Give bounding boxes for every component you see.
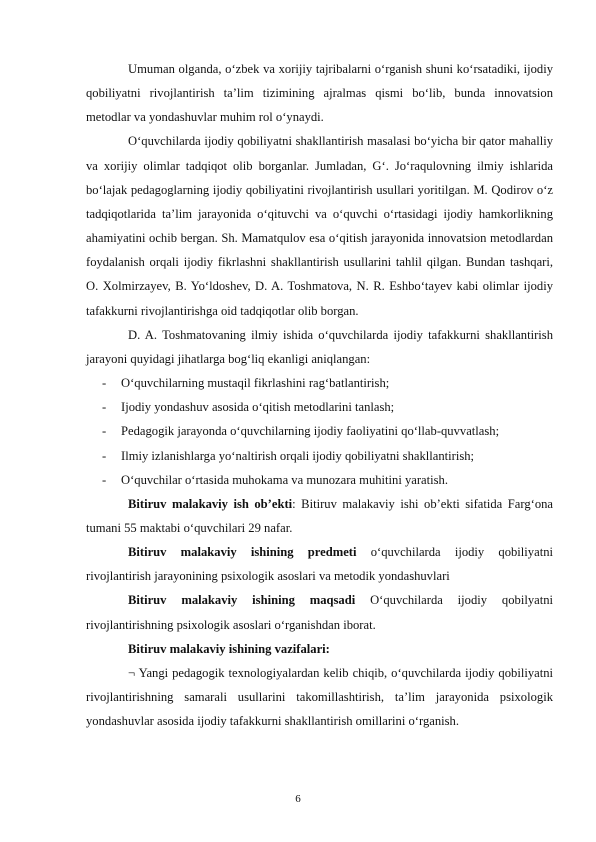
page-number: 6 (295, 793, 301, 805)
bullet-dash: - (102, 448, 107, 463)
paragraph-summary: Umuman olganda, o‘zbek va xorijiy tajribalarni o‘rganish shuni ko‘rsatadiki, ijodiy qobiliyatni rivojlantirish ta’lim tizimining ajralmas qismi bo‘lib, bunda innovatsion metodlar va yondashuvlar muhim rol o‘ynaydi. (86, 62, 553, 125)
paragraph-object (86, 492, 553, 540)
paragraph-researchers: O‘quvchilarda ijodiy qobiliyatni shakllantirish masalasi bo‘yicha bir qator mahalliy va xorijiy olimlar tadqiqot olib borganlar. Jumladan, G‘. Jo‘raqulovning ilmiy ishlarida bo‘lajak pedagoglarning ijodiy qobiliyatini rivojlantirish usullari yoritilgan. M. Qodirov o‘z tadqiqotlarida ta’lim jarayonida o‘qituvchi va o‘quvchi o‘rtasidagi ijodiy hamkorlikning ahamiyatini ochib bergan. Sh. Mamatqulov esa o‘qitish jarayonida innovatsion metodlardan foydalanish orqali ijodiy fikrlashni shakllantirish usullarini tahlil qilgan. Bundan tashqari, O. Xolmirzayev, B. Yo‘ldoshev, D. A. Toshmatova, N. R. Eshbo‘tayev kabi olimlar ijodiy tafakkurni rivojlantirishga oid tadqiqotlar olib borgan. (86, 134, 553, 318)
paragraph-task: ¬ Yangi pedagogik texnologiyalardan kelib chiqib, o‘quvchilarda ijodiy qobiliyatni rivojlantirishning samarali usullarini takomillashtirish, ta’lim jarayonida psixologik yondashuvlar asosida ijodiy tafakkurni shakllantirish omillarini o‘rganish. (86, 665, 553, 729)
list-item-text: Ijodiy yondashuv asosida o‘qitish metodlarini tanlash; (121, 400, 395, 415)
tasks-heading (86, 637, 553, 661)
list-item (86, 371, 553, 395)
list-item-text: O‘quvchilarning mustaqil fikrlashini rag‘batlantirish; (121, 376, 390, 391)
paragraph-toshmatova: D. A. Toshmatovaning ilmiy ishida o‘quvchilarda ijodiy tafakkurni shakllantirish jarayoni quyidagi jihatlarga bog‘liq ekanligi aniqlangan: (86, 327, 553, 366)
subject-text: o‘quvchilarda ijodiy qobiliyatni rivojlantirish jarayonining psixologik asoslari va metodik yondashuvlari (86, 545, 553, 584)
subject-label: Bitiruv malakaviy ishining predmeti (128, 545, 357, 560)
bullet-dash: - (102, 376, 107, 391)
list-item-text: Pedagogik jarayonda o‘quvchilarning ijodiy faoliyatini qo‘llab-quvvatlash; (121, 424, 500, 439)
list-item-text: O‘quvchilar o‘rtasida muhokama va munozara muhitini yaratish. (121, 472, 448, 487)
body-text (86, 57, 553, 733)
paragraph-subject (86, 540, 553, 588)
bullet-dash: - (102, 472, 107, 487)
goal-label: Bitiruv malakaviy ishining maqsadi (128, 593, 356, 608)
paragraph-goal (86, 588, 553, 636)
bullet-dash: - (102, 400, 107, 415)
object-text: : Bitiruv malakaviy ishi ob’ekti sifatida Farg‘ona tumani 55 maktabi o‘quvchilari 29 nafar. (86, 496, 554, 535)
object-label: Bitiruv malakaviy ish ob’ekti (128, 496, 293, 511)
bullet-dash: - (102, 424, 107, 439)
goal-text: O‘quvchilarda ijodiy qobilyatni rivojlantirishning psixologik asoslari o‘rganishdan iborat. (86, 593, 553, 632)
list-item (86, 419, 553, 443)
tasks-heading-text: Bitiruv malakaviy ishining vazifalari: (128, 641, 330, 656)
list-item-text: Ilmiy izlanishlarga yo‘naltirish orqali ijodiy qobiliyatni shakllantirish; (121, 448, 475, 463)
list-item (86, 468, 553, 492)
list-item (86, 395, 553, 419)
list-item (86, 444, 553, 468)
